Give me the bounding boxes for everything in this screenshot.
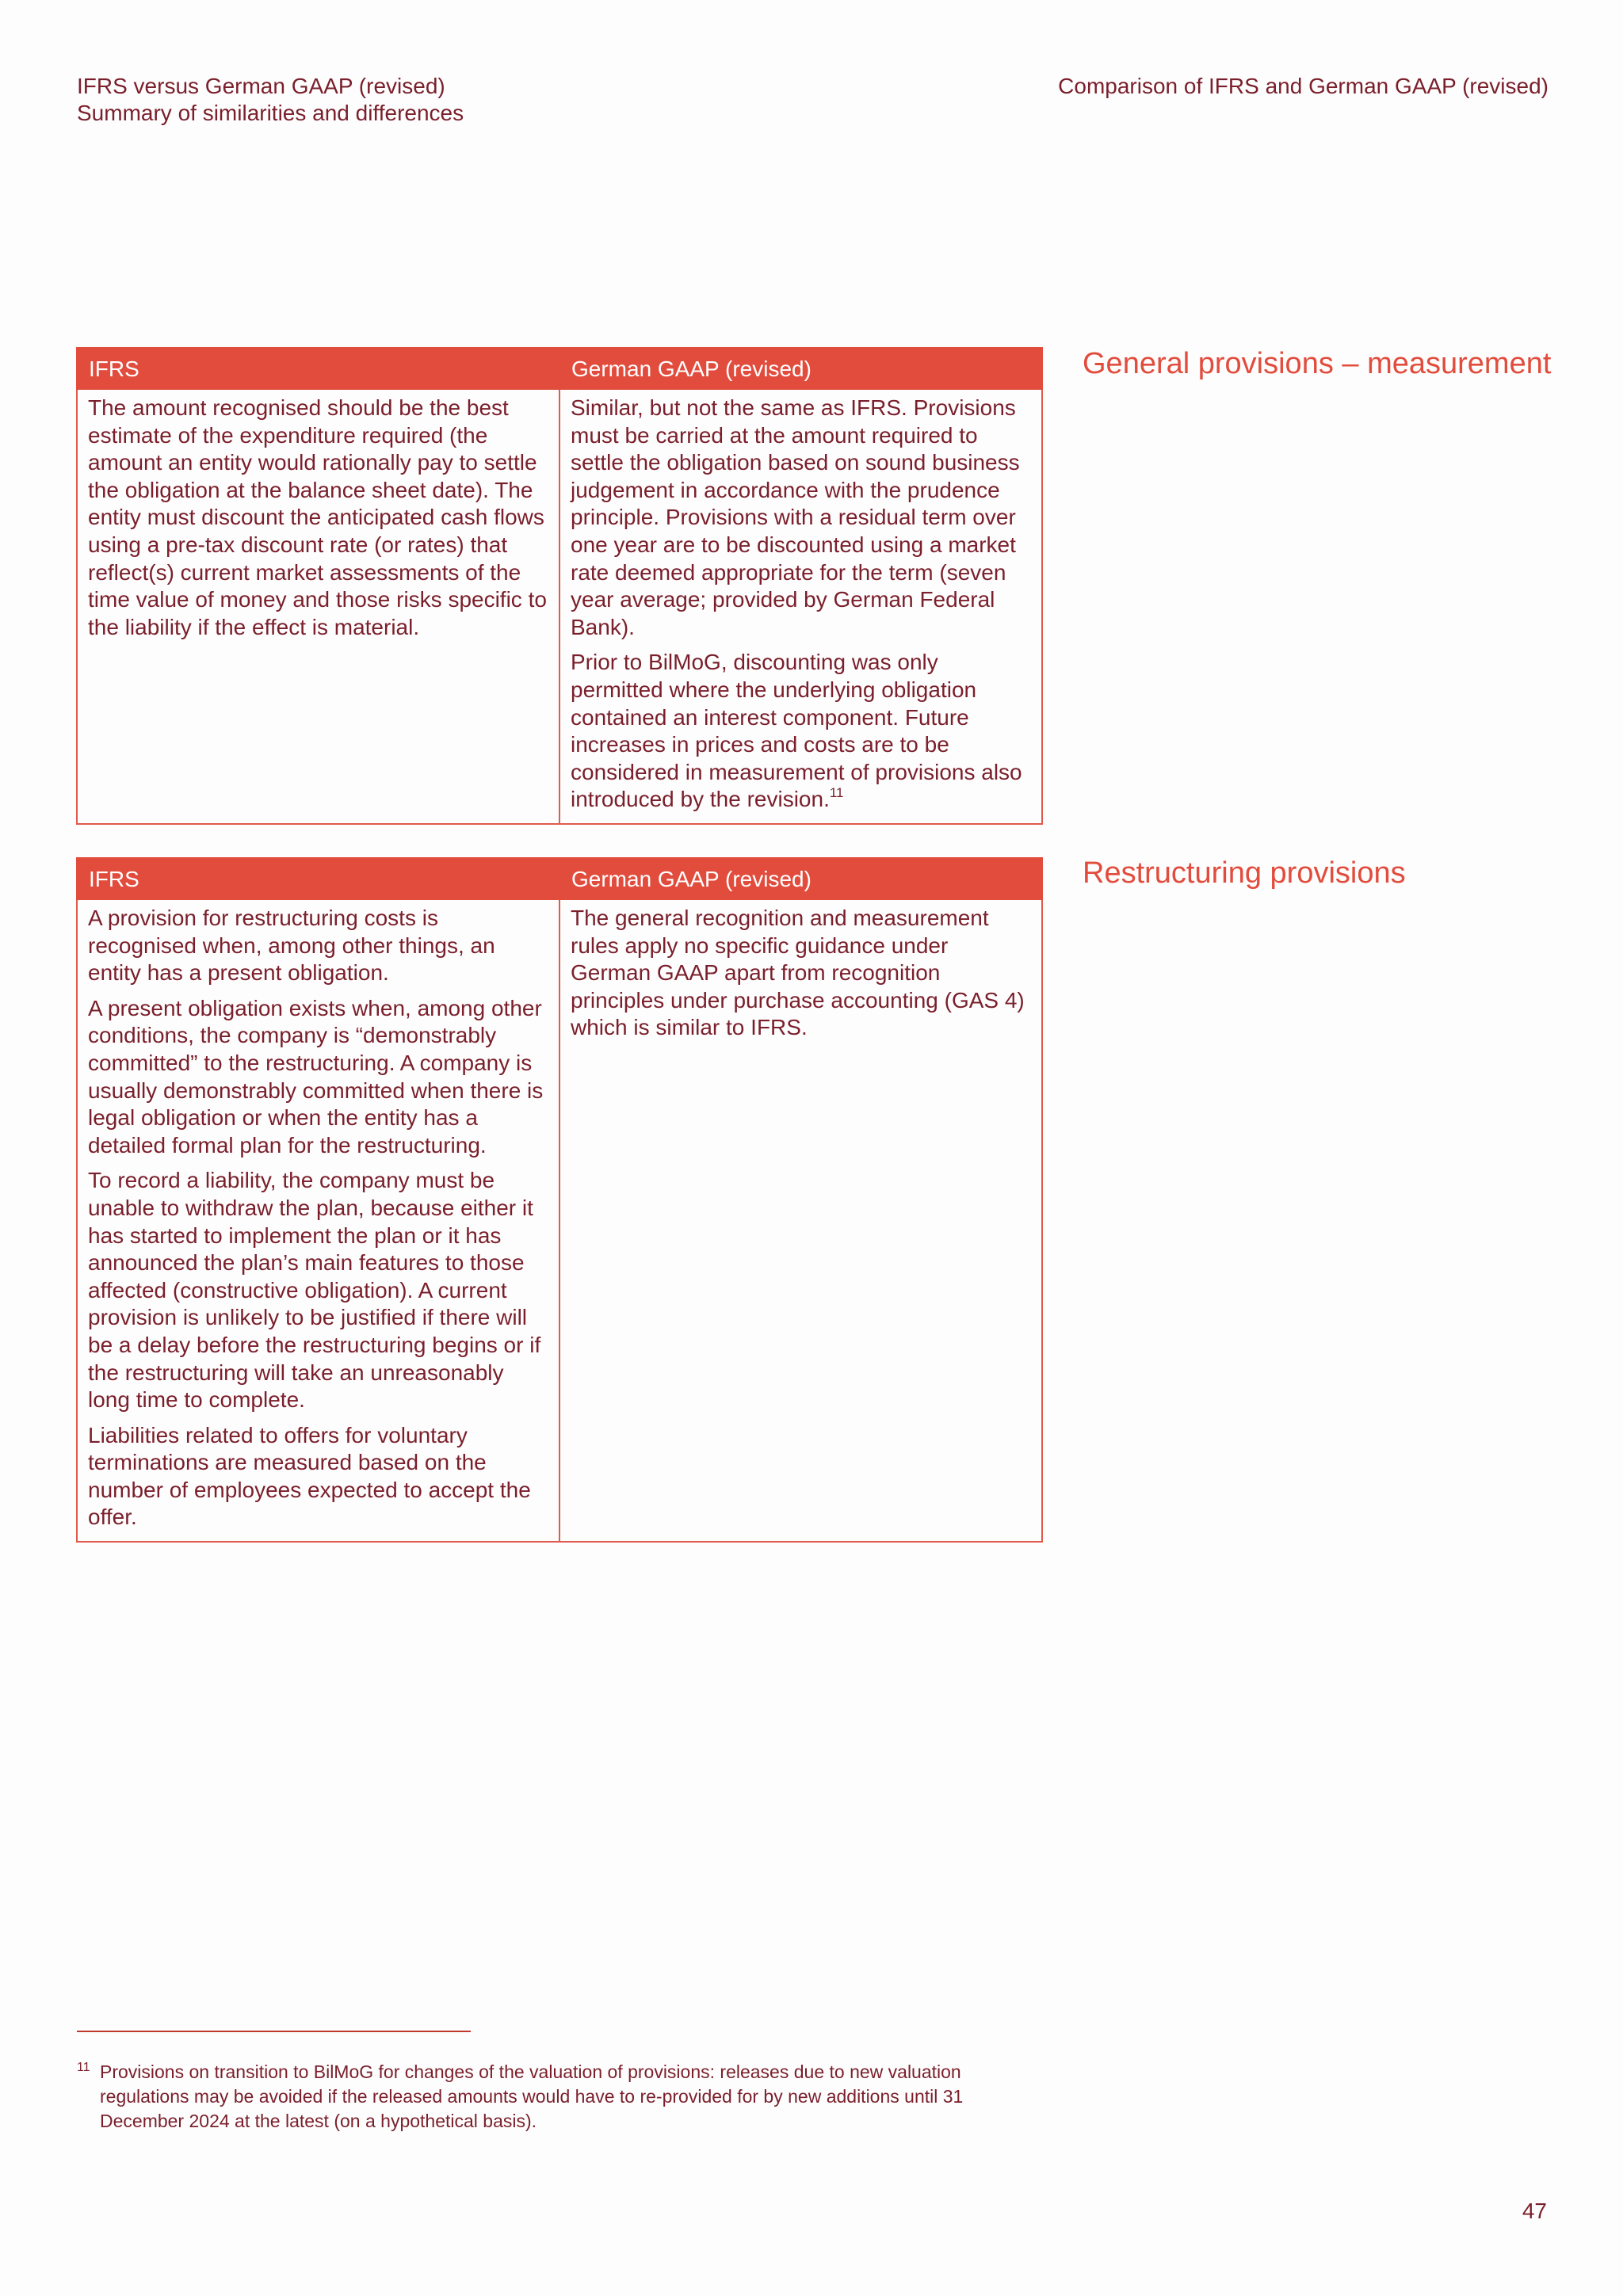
comparison-table-general-provisions <box>76 347 1043 825</box>
running-header-left <box>77 73 464 127</box>
paragraph: A present obligation exists when, among other conditions, the company is “demonstrably committed” to the restructuring. A company is usually demonstrably committed when there is legal obligation or when the entity has a detailed formal plan for the restructuring. <box>88 995 544 1158</box>
paragraph: A provision for restructuring costs is recognised when, among other things, an entity has a present obligation. <box>88 906 495 986</box>
paragraph-text: Prior to BilMoG, discounting was only permitted where the underlying obligation contained an interest component. Future increases in prices and costs are to be considered in measurement of provisions also introduced by the revision. <box>571 650 1022 812</box>
paragraph: Liabilities related to offers for voluntary terminations are measured based on the number of employees expected to accept the offer. <box>88 1422 531 1530</box>
paragraph-with-footnote <box>571 649 1032 814</box>
header-title: IFRS versus German GAAP (revised) <box>77 74 445 98</box>
section-title-restructuring-provisions: Restructuring provisions <box>1083 856 1406 890</box>
footnote <box>77 2060 1028 2134</box>
paragraph: Similar, but not the same as IFRS. Provisions must be carried at the amount required to settle the obligation based on sound business judgement in accordance with the prudence principle. Provisions with a residual term over one year are to be discounted using a market rate deemed appropriate for the term (seven year average; provided by German Federal Bank). <box>571 395 1020 639</box>
column-header-ifrs: IFRS <box>77 858 559 899</box>
section-title-general-provisions: General provisions – measurement <box>1083 347 1552 380</box>
column-header-german-gaap: German GAAP (revised) <box>559 348 1042 389</box>
ifrs-cell <box>77 389 559 824</box>
paragraph: The general recognition and measurement rules apply no specific guidance under German GAAP apart from recognition principles under purchase accounting (GAS 4) which is similar to IFRS. <box>571 906 1025 1040</box>
paragraph: To record a liability, the company must be unable to withdraw the plan, because either it has started to implement the plan or it has announced the plan’s main features to those affected (constructive obligation). A current provision is unlikely to be justified if there will be a delay before the restructuring begins or if the restructuring will take an unreasonably long time to complete. <box>88 1168 541 1413</box>
footnote-text: Provisions on transition to BilMoG for changes of the valuation of provisions: releases due to new valuation regulations may be avoided if the released amounts would have to re-provided for by new additions until 31 December 2024 at the latest (on a hypothetical basis). <box>100 2061 964 2131</box>
comparison-table-restructuring-provisions <box>76 857 1043 1543</box>
running-header-right: Comparison of IFRS and German GAAP (revised) <box>1058 74 1549 98</box>
column-header-ifrs: IFRS <box>77 348 559 389</box>
paragraph: The amount recognised should be the best estimate of the expenditure required (the amount an entity would rationally pay to settle the obligation at the balance sheet date). The entity must discount the anticipated cash flows using a pre-tax discount rate (or rates) that reflect(s) current market assessments of the time value of money and those risks specific to the liability if the effect is material. <box>88 395 547 639</box>
german-gaap-cell <box>559 899 1042 1542</box>
german-gaap-cell <box>559 389 1042 824</box>
header-subtitle: Summary of similarities and differences <box>77 101 464 125</box>
footnote-ref[interactable]: 11 <box>829 785 844 801</box>
footnote-number: 11 <box>77 2061 90 2074</box>
ifrs-cell <box>77 899 559 1542</box>
column-header-german-gaap: German GAAP (revised) <box>559 858 1042 899</box>
page-number: 47 <box>1522 2199 1547 2223</box>
footnote-divider <box>77 2031 471 2032</box>
